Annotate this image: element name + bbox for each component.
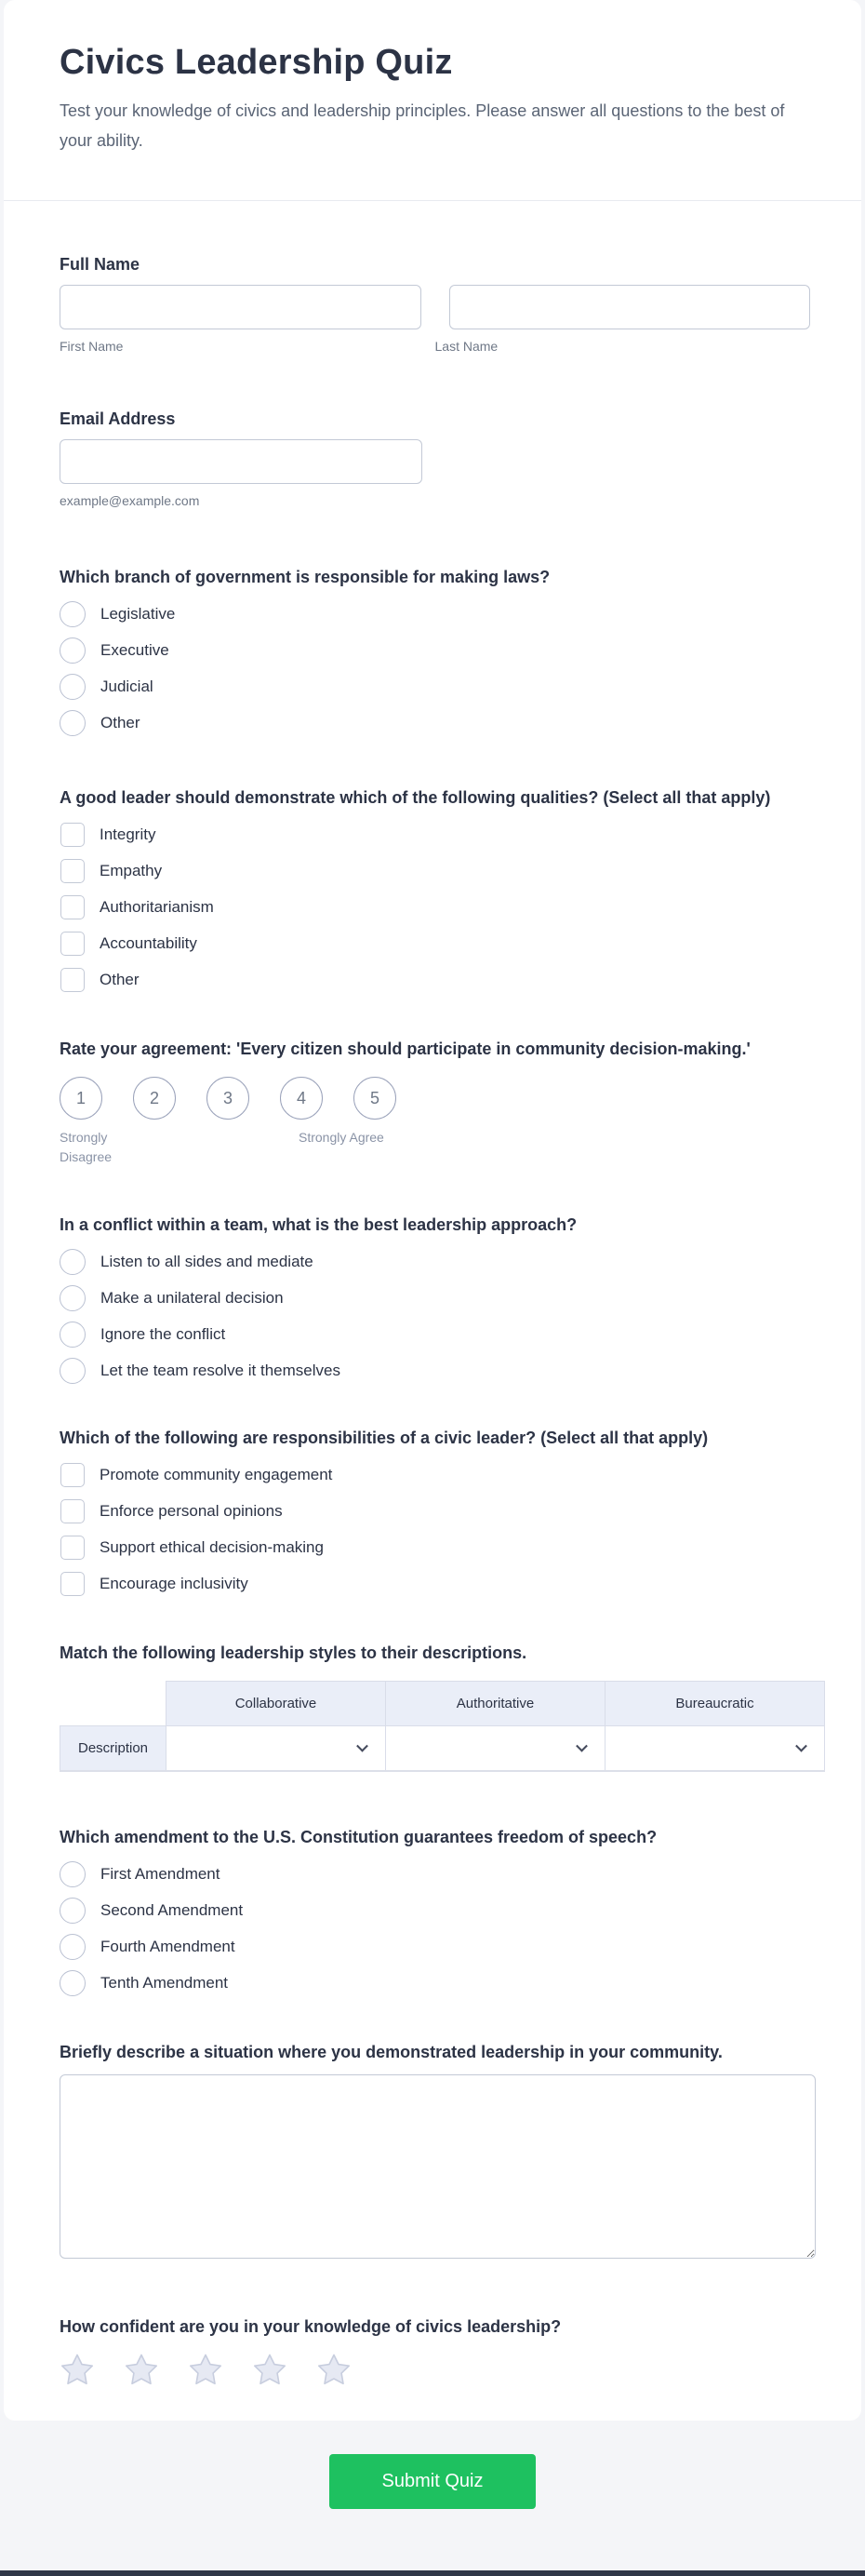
star-icon[interactable] [188,2353,223,2391]
option-label: Judicial [100,678,153,695]
email-input-row [60,439,810,484]
checkbox-option[interactable] [60,894,810,920]
question-branch [60,564,810,736]
radio-icon [60,1285,86,1311]
option-label: Make a unilateral decision [100,1289,284,1307]
checkbox-option[interactable] [60,1571,810,1597]
radio-icon [60,1358,86,1384]
radio-option[interactable] [60,1861,810,1887]
question-email [60,406,810,508]
last-name-sublabel: Last Name [434,339,499,354]
checkbox-option[interactable] [60,967,810,993]
branch-options [60,601,810,736]
email-sublabel: example@example.com [60,493,200,508]
star-icon[interactable] [124,2353,159,2391]
option-label: Fourth Amendment [100,1937,235,1955]
checkbox-option[interactable] [60,1462,810,1488]
radio-option[interactable] [60,601,810,627]
radio-icon [60,1934,86,1960]
email-input[interactable] [60,439,422,484]
checkbox-icon [60,1463,85,1487]
option-label: Other [100,714,140,731]
radio-icon [60,1322,86,1348]
radio-option[interactable] [60,1970,810,1996]
radio-option[interactable] [60,637,810,664]
option-label: Enforce personal opinions [100,1502,283,1520]
confidence-star-rating [60,2353,810,2391]
option-label: Integrity [100,825,156,843]
matrix-column-header: Collaborative [166,1682,386,1726]
radio-option[interactable] [60,1898,810,1924]
last-name-input[interactable] [449,285,811,329]
radio-icon [60,601,86,627]
match-dropdown-bureaucratic[interactable] [606,1726,825,1771]
full-name-label: Full Name [60,255,140,274]
option-label: Listen to all sides and mediate [100,1253,313,1270]
option-label: First Amendment [100,1864,220,1883]
match-label: Match the following leadership styles to their descriptions. [60,1644,527,1662]
scale-max-label: Strongly Agree [299,1130,384,1145]
email-label: Email Address [60,409,176,428]
matrix-corner-cell [60,1682,166,1726]
question-confidence [60,2314,810,2391]
radio-icon [60,637,86,664]
checkbox-icon [60,895,85,919]
checkbox-icon [60,932,85,956]
question-leadership-story [60,2039,810,2263]
scale-min-label: Strongly Disagree [60,1130,113,1164]
chevron-down-icon [356,1740,368,1752]
scale-option-1[interactable]: 1 [60,1077,102,1120]
amendment-label: Which amendment to the U.S. Constitution guarantees freedom of speech? [60,1827,658,1846]
match-matrix-table [60,1681,825,1772]
qualities-label: A good leader should demonstrate which of the following qualities? (Select all that apply) [60,788,771,807]
first-name-input[interactable] [60,285,421,329]
footer-bar [0,2570,865,2576]
option-label: Tenth Amendment [100,1973,229,1992]
responsibilities-options [60,1462,810,1597]
name-sublabels [60,329,810,354]
scale-row [60,1077,810,1120]
chevron-down-icon [576,1740,588,1752]
scale-option-2[interactable]: 2 [133,1077,176,1120]
checkbox-icon [60,1572,85,1596]
option-label: Support ethical decision-making [100,1538,324,1556]
matrix-column-header: Authoritative [386,1682,606,1726]
matrix-row-label: Description [60,1726,166,1771]
question-match [60,1640,810,1772]
option-label: Executive [100,641,169,659]
checkbox-option[interactable] [60,858,810,884]
question-conflict [60,1212,810,1384]
option-label: Other [100,971,140,988]
scale-option-5[interactable]: 5 [353,1077,396,1120]
question-responsibilities [60,1425,810,1597]
matrix-data-row [60,1726,825,1771]
form-body [4,201,861,2421]
confidence-label: How confident are you in your knowledge of civics leadership? [60,2316,562,2336]
radio-icon [60,1861,86,1887]
conflict-options [60,1249,810,1384]
option-label: Authoritarianism [100,898,214,916]
name-input-row [60,285,810,329]
checkbox-option[interactable] [60,1535,810,1561]
option-label: Promote community engagement [100,1466,333,1483]
question-qualities [60,785,810,993]
option-label: Second Amendment [100,1900,244,1919]
checkbox-option[interactable] [60,822,810,848]
matrix-header-row [60,1682,825,1726]
amendment-options [60,1861,810,1996]
radio-option[interactable] [60,674,810,700]
scale-option-3[interactable]: 3 [206,1077,249,1120]
option-label: Encourage inclusivity [100,1575,248,1592]
option-label: Empathy [100,862,163,879]
star-icon[interactable] [60,2353,95,2391]
leadership-story-label: Briefly describe a situation where you demonstrated leadership in your community. [60,2042,723,2061]
checkbox-icon [60,823,85,847]
radio-option[interactable] [60,1358,810,1384]
submit-area [0,2421,865,2509]
checkbox-icon [60,968,85,992]
scale-labels [60,1128,810,1171]
qualities-options [60,822,810,993]
match-dropdown-collaborative[interactable] [166,1726,386,1771]
question-full-name [60,251,810,354]
option-label: Legislative [100,605,176,623]
checkbox-icon [60,859,85,883]
chevron-down-icon [795,1740,807,1752]
responsibilities-label: Which of the following are responsibilities of a civic leader? (Select all that apply) [60,1429,709,1447]
radio-option[interactable] [60,710,810,736]
radio-option[interactable] [60,1249,810,1275]
radio-icon [60,1249,86,1275]
question-agreement [60,1036,810,1171]
checkbox-icon [60,1499,85,1523]
checkbox-icon [60,1536,85,1560]
checkbox-option[interactable] [60,1498,810,1524]
radio-option[interactable] [60,1322,810,1348]
radio-option[interactable] [60,1934,810,1960]
radio-option[interactable] [60,1285,810,1311]
question-amendment [60,1824,810,1996]
star-icon[interactable] [316,2353,352,2391]
form-header [4,0,861,201]
form-card [4,0,861,2421]
option-label: Accountability [100,934,197,952]
scale-option-4[interactable]: 4 [280,1077,323,1120]
form-title: Civics Leadership Quiz [60,43,453,82]
branch-label: Which branch of government is responsible for making laws? [60,568,551,586]
star-icon[interactable] [252,2353,287,2391]
option-label: Let the team resolve it themselves [100,1362,340,1379]
first-name-sublabel: First Name [60,339,124,354]
matrix-column-header: Bureaucratic [606,1682,825,1726]
agreement-label: Rate your agreement: 'Every citizen should participate in community decision-making.' [60,1040,751,1058]
submit-quiz-button[interactable]: Submit Quiz [329,2454,536,2509]
form-subtitle: Test your knowledge of civics and leadership principles. Please answer all questions to the best of your ability. [60,101,785,150]
radio-icon [60,674,86,700]
checkbox-option[interactable] [60,931,810,957]
agreement-scale [60,1077,810,1171]
match-dropdown-authoritative[interactable] [386,1726,606,1771]
radio-icon [60,1898,86,1924]
leadership-story-textarea[interactable] [60,2074,816,2259]
option-label: Ignore the conflict [100,1325,226,1343]
radio-icon [60,710,86,736]
conflict-label: In a conflict within a team, what is the best leadership approach? [60,1215,578,1234]
radio-icon [60,1970,86,1996]
